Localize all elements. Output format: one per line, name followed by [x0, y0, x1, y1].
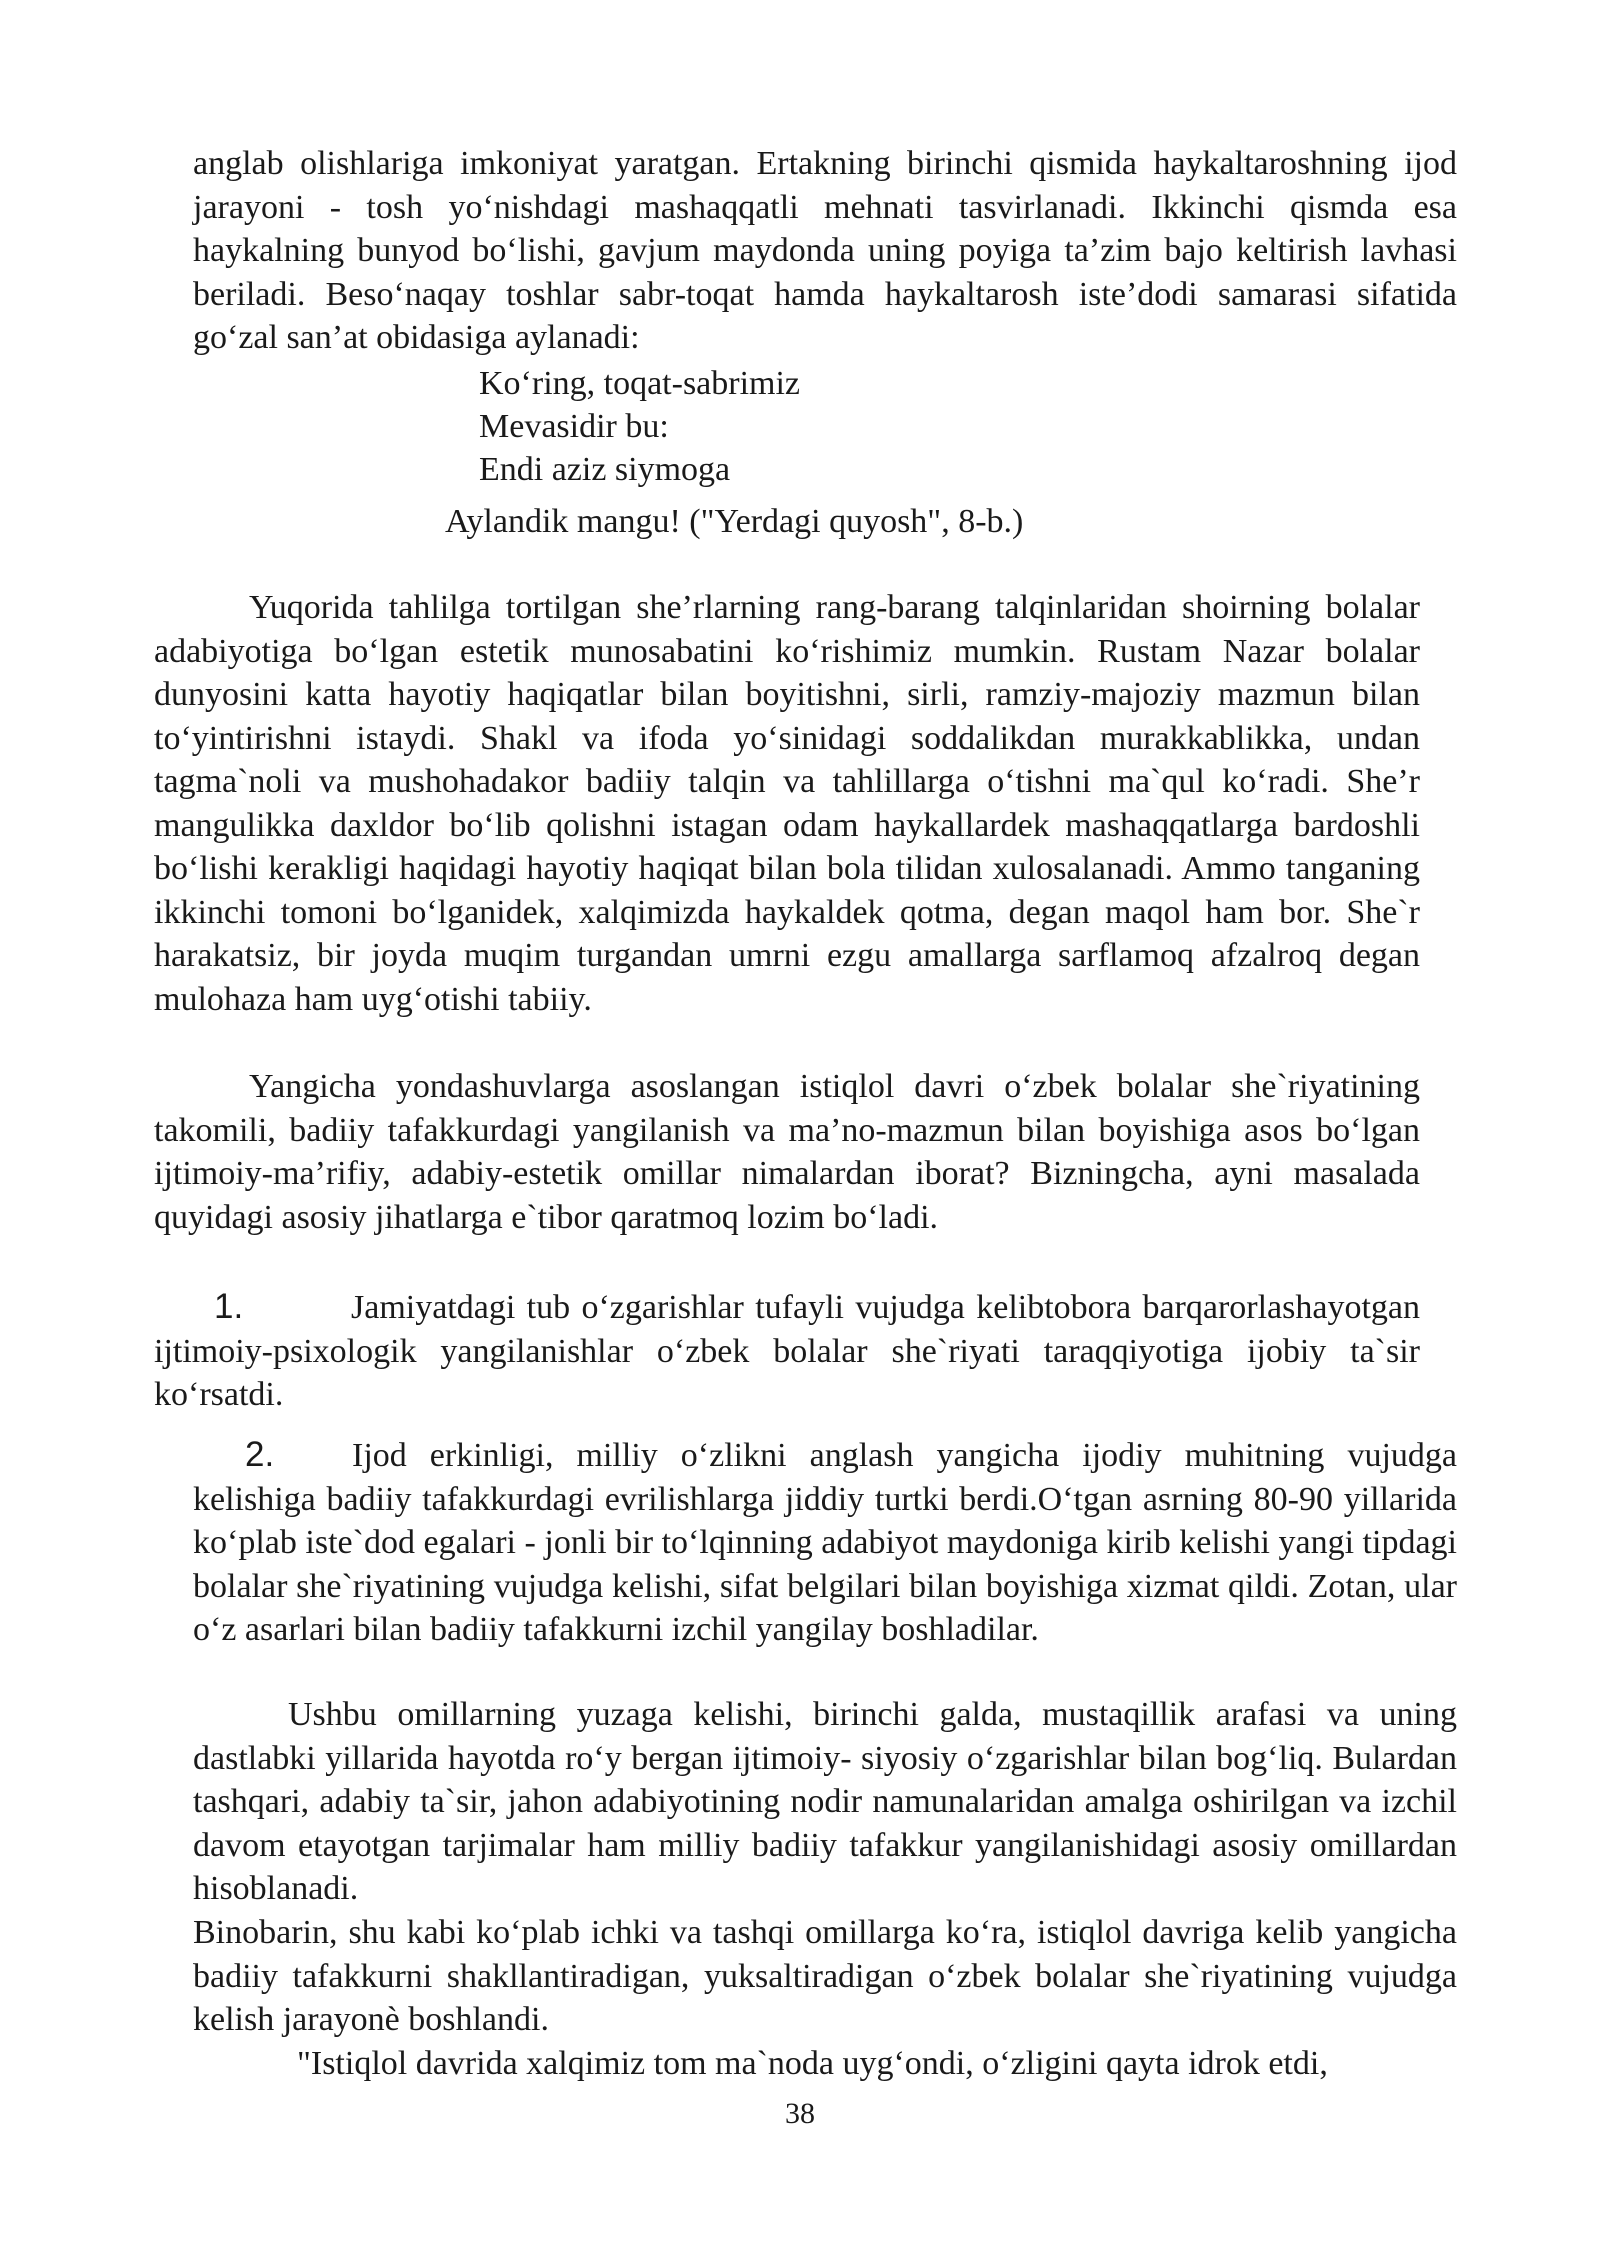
body-paragraph: Ushbu omillarning yuzaga kelishi, birinchi galda, mustaqillik arafasi va uning dastlabki yillarida hayotda ro‘y bergan ijtimoiy- siyosiy o‘zgarishlar bilan bog‘liq. Bulardan tashqari, adabiy ta`sir, jahon adabiyotining nodir namunalaridan amalga oshirilgan va izchil davom etayotgan tarjimalar ham milliy badiiy tafakkur yangilanishidagi asosiy omillardan hisoblanadi. — [193, 1696, 1457, 1907]
body-paragraph: Binobarin, shu kabi ko‘plab ichki va tashqi omillarga ko‘ra, istiqlol davriga kelib yangicha badiiy tafakkurni shakllantiradigan, yuksaltiradigan o‘zbek bolalar she`riyatining vujudga kelish jarayonè boshlandi. — [193, 1914, 1457, 2038]
body-paragraph: Yuqorida tahlilga tortilgan she’rlarning rang-barang talqinlaridan shoirning bolalar adabiyotiga bo‘lgan estetik munosabatini ko‘rishimiz mumkin. Rustam Nazar bolalar dunyosini katta hayotiy haqiqatlar bilan boyitishni, sirli, ramziy-majoziy mazmun bilan to‘yintirishni istaydi. Shakl va ifoda yo‘sinidagi soddalikdan murakkablikka, undan tagma`noli va mushohadakor badiiy talqin va tahlillarga o‘tishni ma`qul ko‘radi. She’r mangulikka daxldor bo‘lib qolishni istagan odam haykallardek mashaqqatlarga bardoshli bo‘lishi kerakligi haqidagi hayotiy haqiqat bilan bola tilidan xulosalanadi. Ammo tanganing ikkinchi tomoni bo‘lganidek, xalqimizda haykaldek qotma, degan maqol ham bor. She`r harakatsiz, bir joyda muqim turgandan umrni ezgu amallarga sarflamoq afzalroq degan mulohaza ham uyg‘otishi tabiiy. — [154, 589, 1420, 1018]
list-item — [193, 1433, 1457, 1652]
poem-line: Aylandik mangu! ("Yerdagi quyosh", 8-b.) — [445, 503, 1024, 540]
poem-line: Ko‘ring, toqat-sabrimiz — [479, 365, 801, 402]
body-paragraph: "Istiqlol davrida xalqimiz tom ma`noda uyg‘ondi, o‘zligini qayta idrok etdi, — [297, 2045, 1328, 2082]
list-number: 1. — [214, 1287, 244, 1326]
list-item-text: Jamiyatdagi tub o‘zgarishlar tufayli vujudga kelibtobora barqarorlashayotgan ijtimoiy-psixologik yangilanishlar o‘zbek bolalar she`riyati taraqqiyotiga ijobiy ta`sir ko‘rsatdi. — [154, 1289, 1420, 1413]
intro-paragraph: anglab olishlariga imkoniyat yaratgan. Ertakning birinchi qismida haykaltaroshning ijod jarayoni - tosh yo‘nishdagi mashaqqatli mehnati tasvirlanadi. Ikkinchi qismda esa haykalning bunyod bo‘lishi, gavjum maydonda uning poyiga ta’zim bajo keltirish lavhasi beriladi. Beso‘naqay toshlar sabr-toqat hamda haykaltarosh iste’dodi samarasi sifatida go‘zal san’at obidasiga aylanadi: — [193, 145, 1457, 356]
list-item — [154, 1285, 1420, 1417]
poem-line: Mevasidir bu: — [479, 408, 669, 445]
list-number: 2. — [245, 1435, 275, 1474]
body-paragraph: Yangicha yondashuvlarga asoslangan istiqlol davri o‘zbek bolalar she`riyatining takomili, badiiy tafakkurdagi yangilanish va ma’no-mazmun bilan boyishiga asos bo‘lgan ijtimoiy-ma’rifiy, adabiy-estetik omillar nimalardan iborat? Bizningcha, ayni masalada quyidagi asosiy jihatlarga e`tibor qaratmoq lozim bo‘ladi. — [154, 1068, 1420, 1236]
list-item-text: Ijod erkinligi, milliy o‘zlikni anglash yangicha ijodiy muhitning vujudga kelishiga badiiy tafakkurdagi evrilishlarga jiddiy turtki berdi.O‘tgan asrning 80-90 yillarida ko‘plab iste`dod egalari - jonli bir to‘lqinning adabiyot maydoniga kirib kelishi yangi tipdagi bolalar she`riyatining vujudga kelishi, sifat belgilari bilan boyishiga xizmat qildi. Zotan, ular o‘z asarlari bilan badiiy tafakkurni izchil yangilay boshladilar. — [193, 1437, 1457, 1648]
poem-line: Endi aziz siymoga — [479, 451, 731, 488]
page-number: 38 — [785, 2097, 815, 2130]
